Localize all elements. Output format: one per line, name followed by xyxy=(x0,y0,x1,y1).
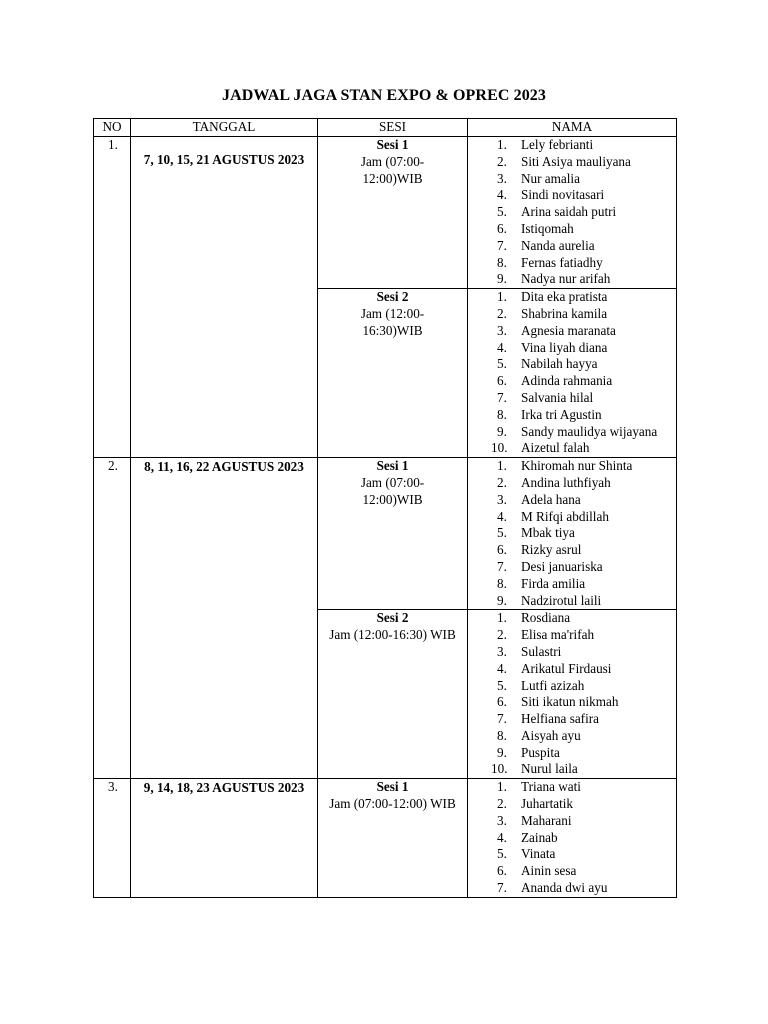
person-name: Desi januariska xyxy=(521,558,603,574)
schedule-table xyxy=(93,118,677,898)
list-item xyxy=(468,187,676,204)
list-item xyxy=(468,559,676,576)
list-item xyxy=(468,644,676,661)
list-item xyxy=(468,238,676,255)
item-number: 9. xyxy=(497,423,507,439)
names-cell xyxy=(468,289,677,458)
person-name: Lely febrianti xyxy=(521,137,594,152)
session-label: Sesi 1 xyxy=(376,137,409,152)
header-nama: NAMA xyxy=(468,119,677,137)
list-item xyxy=(468,694,676,711)
session-label: Sesi 1 xyxy=(376,458,409,474)
date-cell: 8, 11, 16, 22 AGUSTUS 2023 xyxy=(131,458,318,779)
person-name: Shabrina kamila xyxy=(521,305,608,321)
person-name: Nurul laila xyxy=(521,761,578,777)
list-item xyxy=(468,627,676,644)
item-number: 7. xyxy=(497,237,507,253)
list-item xyxy=(468,204,676,221)
session-label: Sesi 1 xyxy=(376,779,409,795)
item-number: 5. xyxy=(497,356,507,372)
list-item xyxy=(468,711,676,728)
item-number: 6. xyxy=(497,694,507,710)
item-number: 9. xyxy=(497,744,507,760)
session-time: Jam (07:00-12:00) WIB xyxy=(329,796,456,812)
item-number: 4. xyxy=(497,339,507,355)
item-number: 9. xyxy=(497,592,507,608)
session-time: Jam (07:00-12:00)WIB xyxy=(360,474,425,507)
person-name: Adela hana xyxy=(521,491,581,507)
person-name: Helfiana safira xyxy=(521,711,599,727)
person-name: Salvania hilal xyxy=(521,389,594,405)
list-item xyxy=(468,390,676,407)
session-cell xyxy=(318,610,468,779)
list-item xyxy=(468,593,676,610)
person-name: Ananda dwi ayu xyxy=(521,880,608,896)
item-number: 5. xyxy=(497,846,507,862)
person-name: Fernas fatiadhy xyxy=(521,254,603,270)
names-list xyxy=(468,458,676,609)
person-name: Sandy maulidya wijayana xyxy=(521,423,658,439)
list-item xyxy=(468,880,676,897)
list-item xyxy=(468,525,676,542)
item-number: 2. xyxy=(497,627,507,643)
item-number: 5. xyxy=(497,525,507,541)
person-name: Vina liyah diana xyxy=(521,339,608,355)
document-title: JADWAL JAGA STAN EXPO & OPREC 2023 xyxy=(221,87,547,104)
person-name: M Rifqi abdillah xyxy=(521,508,609,524)
list-item xyxy=(468,813,676,830)
list-item xyxy=(468,440,676,457)
item-number: 7. xyxy=(497,389,507,405)
header-no: NO xyxy=(94,119,131,137)
names-cell xyxy=(468,137,677,289)
list-item xyxy=(468,846,676,863)
person-name: Zainab xyxy=(521,829,558,845)
list-item xyxy=(468,796,676,813)
list-item xyxy=(468,424,676,441)
item-number: 2. xyxy=(497,796,507,812)
item-number: 1. xyxy=(497,289,507,305)
person-name: Mbak tiya xyxy=(521,525,575,541)
list-item xyxy=(468,323,676,340)
person-name: Nadya nur arifah xyxy=(521,271,611,287)
item-number: 7. xyxy=(497,558,507,574)
person-name: Juhartatik xyxy=(521,796,574,812)
item-number: 8. xyxy=(497,727,507,743)
person-name: Vinata xyxy=(521,846,556,862)
list-item xyxy=(468,661,676,678)
person-name: Siti ikatun nikmah xyxy=(521,694,619,710)
item-number: 5. xyxy=(497,677,507,693)
table-row xyxy=(94,779,677,898)
item-number: 1. xyxy=(497,137,507,152)
session-cell xyxy=(318,779,468,898)
person-name: Lutfi azizah xyxy=(521,677,585,693)
list-item xyxy=(468,407,676,424)
person-name: Adinda rahmania xyxy=(521,373,613,389)
session-label: Sesi 2 xyxy=(376,289,409,305)
item-number: 2. xyxy=(497,305,507,321)
item-number: 2. xyxy=(497,153,507,169)
header-row xyxy=(94,119,677,137)
person-name: Puspita xyxy=(521,744,560,760)
list-item xyxy=(468,171,676,188)
list-item xyxy=(468,271,676,288)
item-number: 4. xyxy=(497,660,507,676)
list-item xyxy=(468,728,676,745)
list-item xyxy=(468,830,676,847)
table-row xyxy=(94,458,677,610)
list-item xyxy=(468,475,676,492)
person-name: Maharani xyxy=(521,812,572,828)
list-item xyxy=(468,678,676,695)
date-cell: 9, 14, 18, 23 AGUSTUS 2023 xyxy=(131,779,318,898)
list-item xyxy=(468,458,676,475)
list-item xyxy=(468,761,676,778)
list-item xyxy=(468,340,676,357)
session-cell xyxy=(318,137,468,289)
item-number: 8. xyxy=(497,575,507,591)
person-name: Triana wati xyxy=(521,779,581,795)
item-number: 7. xyxy=(497,880,507,896)
item-number: 10. xyxy=(491,440,508,456)
person-name: Nur amalia xyxy=(521,170,580,186)
list-item xyxy=(468,492,676,509)
names-list xyxy=(468,137,676,288)
list-item xyxy=(468,255,676,272)
item-number: 2. xyxy=(497,474,507,490)
item-number: 6. xyxy=(497,373,507,389)
names-list xyxy=(468,779,676,897)
row-number: 2. xyxy=(94,458,131,779)
session-time: Jam (12:00-16:30) WIB xyxy=(329,627,456,643)
list-item xyxy=(468,221,676,238)
list-item xyxy=(468,863,676,880)
session-time: Jam (12:00-16:30)WIB xyxy=(360,305,425,338)
person-name: Irka tri Agustin xyxy=(521,406,602,422)
list-item xyxy=(468,542,676,559)
item-number: 3. xyxy=(497,491,507,507)
person-name: Nabilah hayya xyxy=(521,356,598,372)
item-number: 4. xyxy=(497,829,507,845)
names-cell xyxy=(468,458,677,610)
item-number: 3. xyxy=(497,322,507,338)
list-item xyxy=(468,745,676,762)
item-number: 4. xyxy=(497,187,507,203)
table-row xyxy=(94,137,677,289)
item-number: 7. xyxy=(497,711,507,727)
person-name: Nadzirotul laili xyxy=(521,592,602,608)
person-name: Dita eka pratista xyxy=(521,289,608,305)
names-cell xyxy=(468,610,677,779)
item-number: 8. xyxy=(497,254,507,270)
names-list xyxy=(468,610,676,778)
item-number: 1. xyxy=(497,458,507,474)
item-number: 6. xyxy=(497,863,507,879)
names-cell xyxy=(468,779,677,898)
person-name: Rosdiana xyxy=(521,610,571,626)
list-item xyxy=(468,356,676,373)
list-item xyxy=(468,137,676,154)
header-tanggal: TANGGAL xyxy=(131,119,318,137)
item-number: 6. xyxy=(497,542,507,558)
person-name: Siti Asiya mauliyana xyxy=(521,153,631,169)
person-name: Agnesia maranata xyxy=(521,322,616,338)
list-item xyxy=(468,576,676,593)
row-number: 1. xyxy=(94,137,131,458)
session-label: Sesi 2 xyxy=(376,610,409,626)
session-time: Jam (07:00-12:00)WIB xyxy=(360,153,425,186)
person-name: Nanda aurelia xyxy=(521,237,595,253)
header-sesi: SESI xyxy=(318,119,468,137)
list-item xyxy=(468,509,676,526)
item-number: 3. xyxy=(497,643,507,659)
person-name: Rizky asrul xyxy=(521,542,582,558)
person-name: Sulastri xyxy=(521,643,562,659)
item-number: 9. xyxy=(497,271,507,287)
list-item xyxy=(468,289,676,306)
session-cell xyxy=(318,458,468,610)
person-name: Arikatul Firdausi xyxy=(521,660,612,676)
item-number: 3. xyxy=(497,170,507,186)
list-item xyxy=(468,373,676,390)
item-number: 3. xyxy=(497,812,507,828)
person-name: Elisa ma'rifah xyxy=(521,627,595,643)
person-name: Khiromah nur Shinta xyxy=(521,458,633,474)
item-number: 10. xyxy=(491,761,508,777)
person-name: Aisyah ayu xyxy=(521,727,581,743)
person-name: Andina luthfiyah xyxy=(521,474,611,490)
row-number: 3. xyxy=(94,779,131,898)
item-number: 1. xyxy=(497,610,507,626)
list-item xyxy=(468,154,676,171)
person-name: Arina saidah putri xyxy=(521,204,617,220)
list-item xyxy=(468,610,676,627)
person-name: Ainin sesa xyxy=(521,863,577,879)
person-name: Istiqomah xyxy=(521,220,574,236)
date-cell: 7, 10, 15, 21 AGUSTUS 2023 xyxy=(131,137,318,458)
session-cell xyxy=(318,289,468,458)
item-number: 6. xyxy=(497,220,507,236)
person-name: Firda amilia xyxy=(521,575,586,591)
person-name: Sindi novitasari xyxy=(521,187,605,203)
item-number: 8. xyxy=(497,406,507,422)
names-list xyxy=(468,289,676,457)
list-item xyxy=(468,306,676,323)
list-item xyxy=(468,779,676,796)
person-name: Aizetul falah xyxy=(521,440,590,456)
item-number: 1. xyxy=(497,779,507,795)
item-number: 4. xyxy=(497,508,507,524)
item-number: 5. xyxy=(497,204,507,220)
